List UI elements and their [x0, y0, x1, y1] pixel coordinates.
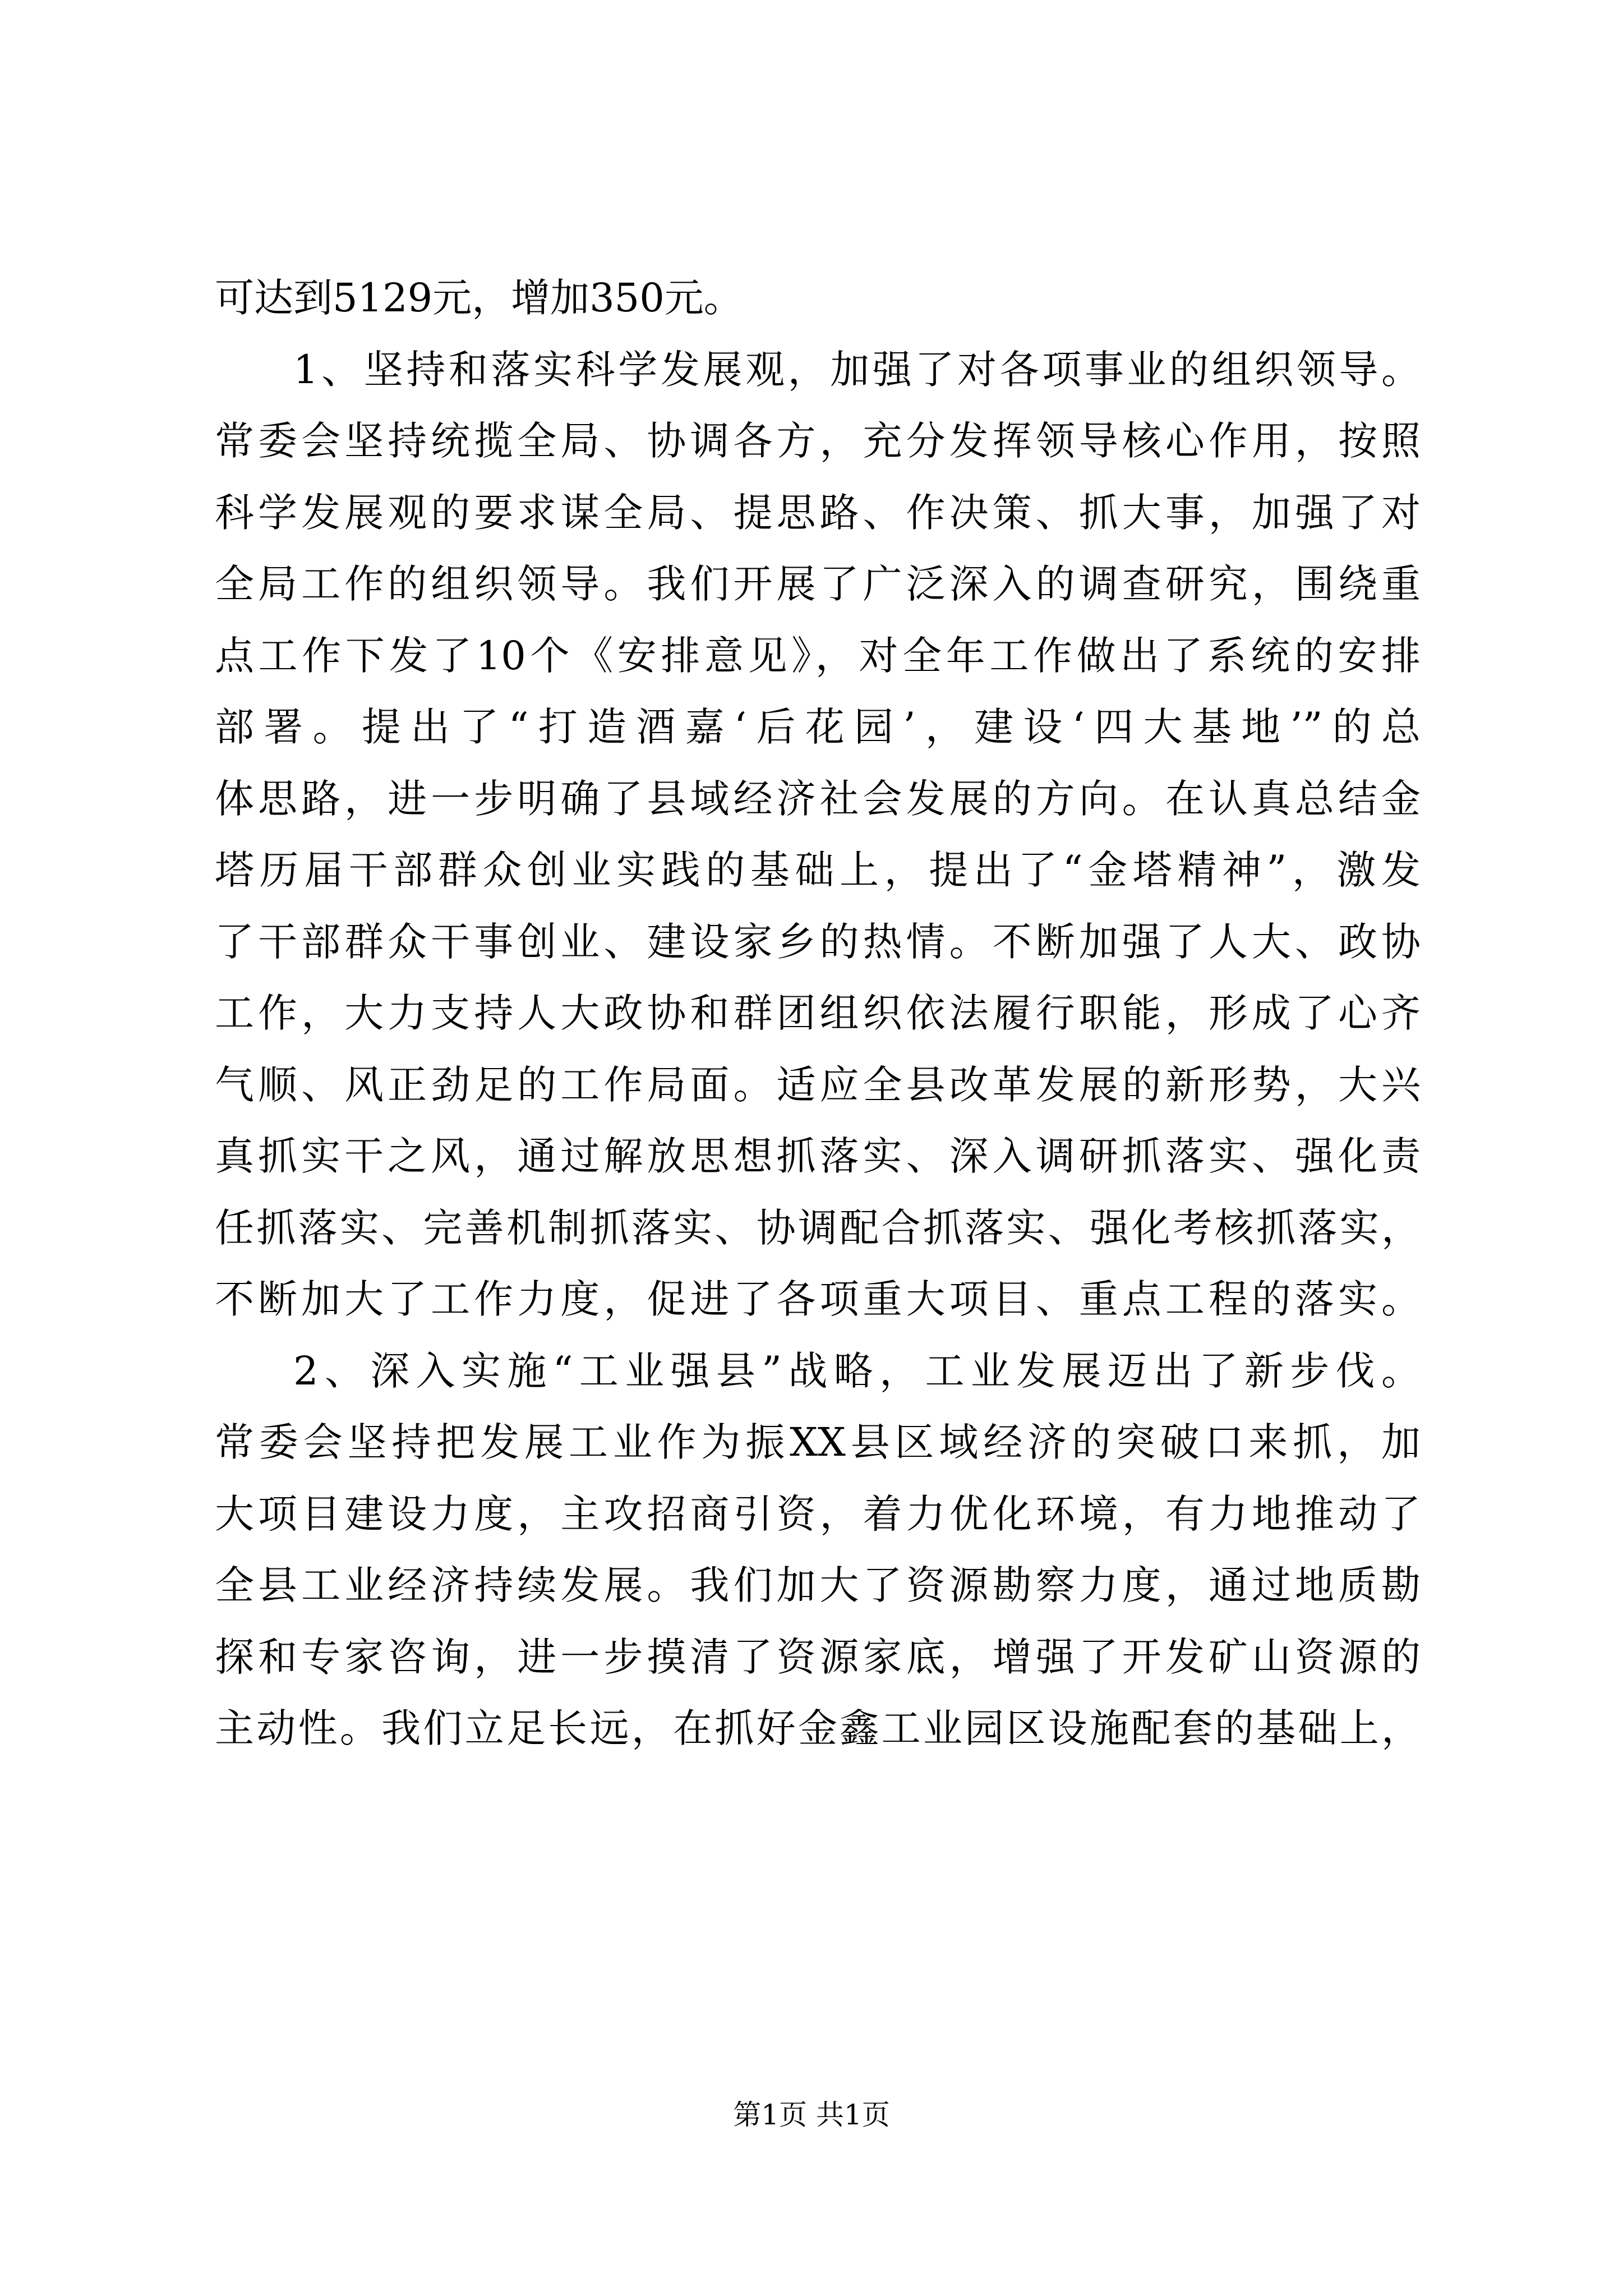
text-line: 了干部群众干事创业、建设家乡的热情。不断加强了人大、政协: [215, 918, 1421, 965]
text-line: 1、坚持和落实科学发展观，加强了对各项事业的组织领导。: [293, 346, 1421, 393]
text-line: 探和专家咨询，进一步摸清了资源家底，增强了开发矿山资源的: [215, 1634, 1421, 1680]
text-line: 2、深入实施“工业强县”战略，工业发展迈出了新步伐。: [293, 1347, 1421, 1394]
text-line: 常委会坚持把发展工业作为振XX县区域经济的突破口来抓，加: [215, 1419, 1421, 1465]
text-line: 工作，大力支持人大政协和群团组织依法履行职能，形成了心齐: [215, 990, 1421, 1036]
text-line: 真抓实干之风，通过解放思想抓落实、深入调研抓落实、强化责: [215, 1133, 1421, 1179]
text-line: 科学发展观的要求谋全局、提思路、作决策、抓大事，加强了对: [215, 489, 1421, 536]
text-line: 可达到5129元，增加350元。: [215, 275, 743, 321]
page-footer: 第1页 共1页: [733, 2099, 890, 2131]
text-line: 塔历届干部群众创业实践的基础上，提出了“金塔精神”，激发: [215, 847, 1421, 893]
text-line: 点工作下发了10个《安排意见》，对全年工作做出了系统的安排: [215, 632, 1421, 679]
text-line: 不断加大了工作力度，促进了各项重大项目、重点工程的落实。: [215, 1276, 1421, 1322]
text-line: 主动性。我们立足长远，在抓好金鑫工业园区设施配套的基础上，: [215, 1705, 1421, 1751]
body-text: [215, 263, 1421, 1765]
text-line: 气顺、风正劲足的工作局面。适应全县改革发展的新形势，大兴: [215, 1061, 1421, 1108]
text-line: 全局工作的组织领导。我们开展了广泛深入的调查研究，围绕重: [215, 561, 1421, 607]
text-line: 部署。提出了“打造酒嘉‘后花园’，建设‘四大基地’”的总: [215, 704, 1421, 750]
text-line: 任抓落实、完善机制抓落实、协调配合抓落实、强化考核抓落实，: [215, 1204, 1421, 1251]
text-line: 常委会坚持统揽全局、协调各方，充分发挥领导核心作用，按照: [215, 418, 1421, 464]
text-line: 大项目建设力度，主攻招商引资，着力优化环境，有力地推动了: [215, 1490, 1421, 1537]
text-line: 体思路，进一步明确了县域经济社会发展的方向。在认真总结金: [215, 775, 1421, 822]
text-line: 全县工业经济持续发展。我们加大了资源勘察力度，通过地质勘: [215, 1562, 1421, 1608]
